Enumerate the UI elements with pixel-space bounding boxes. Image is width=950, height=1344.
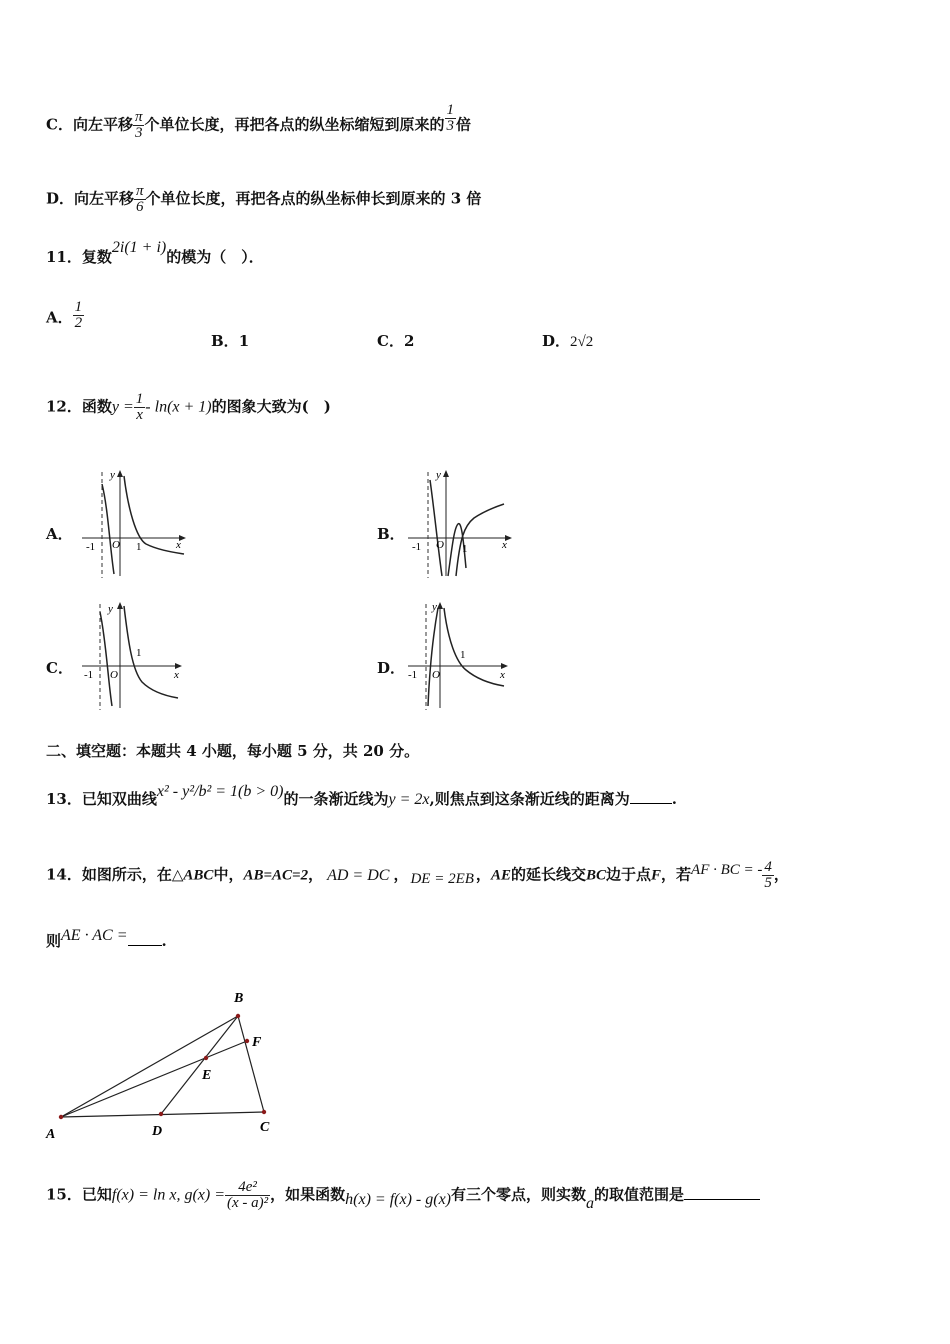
q12-stem: 12．函数y = $\frac{1}{x}$ - ln(x + 1)的图象大致为( ) xyxy=(46,391,331,423)
answer-blank[interactable] xyxy=(684,1185,760,1200)
q11-option-b: B．1 xyxy=(211,332,250,350)
graph-b xyxy=(406,468,516,580)
option-label: D． xyxy=(46,189,75,208)
tick-label: 1 xyxy=(136,541,142,553)
point-label: D xyxy=(152,1124,163,1139)
option-label: C． xyxy=(46,115,73,134)
q15-stem: 15．已知f(x) = ln x, g(x) = $\frac{\text{4e²}}{\text{(x - a)²}}$ ，如果函数h(x) = f(x) - g(x)有三个零点，则实数a的取值范围是 xyxy=(46,1180,760,1211)
point-label: E xyxy=(202,1068,212,1083)
q11-stem: 11．复数2i(1 + i)的模为（ ）． xyxy=(46,239,264,266)
graph-c xyxy=(80,600,190,712)
svg-text:x: x xyxy=(174,669,179,681)
point-label: B xyxy=(234,991,244,1006)
tick-label: -1 xyxy=(86,541,96,553)
fraction: $\frac{1}{2}$ xyxy=(74,299,83,331)
graph-c-label: C． xyxy=(46,659,73,677)
q11-option-c: C．2 xyxy=(377,332,415,350)
svg-text:1: 1 xyxy=(136,647,142,659)
origin-label: O xyxy=(112,539,120,551)
fraction: $\frac{1}{3}$ xyxy=(446,102,454,134)
svg-text:y: y xyxy=(436,469,441,481)
q14-stem: 14．如图所示，在△ABC中，AB=AC=2， AD = DC ， DE = 2EB ，AE的延长线交BC边于点F，若AF · BC = - $\frac{4}{5}$ ， xyxy=(46,859,789,891)
answer-blank[interactable] xyxy=(128,931,162,946)
svg-text:1: 1 xyxy=(460,649,466,661)
graph-b-label: B． xyxy=(377,525,405,543)
q10-option-d: D．向左平移 $\frac{\pi}{6}$ 个单位长度，再把各点的纵坐标伸长到原来的 3 倍 xyxy=(46,183,482,215)
fraction: $\frac{\pi}{6}$ xyxy=(136,183,144,215)
svg-text:y: y xyxy=(108,603,113,615)
graph-d xyxy=(406,600,516,712)
answer-blank[interactable] xyxy=(630,789,672,804)
y-axis-label: y xyxy=(110,469,115,481)
q13-stem: 13．已知双曲线x² - y²/b² = 1(b > 0)的一条渐近线为y = 2x,则焦点到这条渐近线的距离为 . xyxy=(46,783,677,808)
svg-text:-1: -1 xyxy=(412,541,422,553)
svg-text:O: O xyxy=(436,539,444,551)
q10-option-c: C．向左平移 $\frac{\pi}{3}$ 个单位长度，再把各点的纵坐标缩短到原来的 $\frac{1}{3}$ 倍 xyxy=(46,102,472,141)
graph-a-label: A． xyxy=(46,525,73,543)
q13-equation: x² - y²/b² = 1(b > 0) xyxy=(156,783,284,800)
q11-option-d: D．2√2 xyxy=(542,332,594,350)
q11-option-a: A． $\frac{1}{2}$ xyxy=(46,299,83,331)
svg-text:-1: -1 xyxy=(84,669,94,681)
q14-line2: 则AE · AC = . xyxy=(46,927,167,950)
svg-text:x: x xyxy=(500,669,505,681)
svg-text:-1: -1 xyxy=(408,669,418,681)
point-label: C xyxy=(260,1120,270,1135)
fraction: $\frac{\text{4e²}}{\text{(x - a)²}}$ xyxy=(227,1179,269,1211)
point-label: F xyxy=(252,1035,262,1050)
q11-expression: 2i(1 + i) xyxy=(111,239,167,256)
fraction: $\frac{4}{5}$ xyxy=(764,859,772,891)
point-label: A xyxy=(46,1127,56,1142)
q14-figure xyxy=(40,985,290,1145)
svg-text:O: O xyxy=(432,669,440,681)
svg-text:y: y xyxy=(432,601,437,613)
fraction: $\frac{1}{x}$ xyxy=(135,391,144,423)
section-title: 二、填空题：本题共 4 小题，每小题 5 分，共 20 分。 xyxy=(46,742,420,760)
svg-text:O: O xyxy=(110,669,118,681)
graph-a xyxy=(80,468,190,580)
fraction: $\frac{\pi}{3}$ xyxy=(134,109,143,141)
x-axis-label: x xyxy=(176,539,181,551)
svg-text:x: x xyxy=(502,539,507,551)
svg-text:1: 1 xyxy=(462,543,468,555)
graph-d-label: D． xyxy=(377,659,406,677)
